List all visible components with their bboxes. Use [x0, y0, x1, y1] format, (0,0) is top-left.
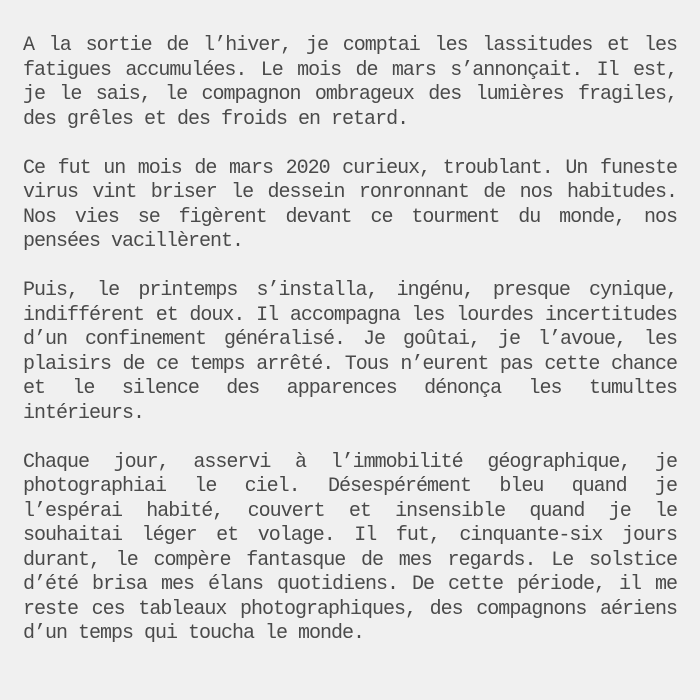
- text-body: [23, 34, 677, 647]
- paragraph-march-2020: Ce fut un mois de mars 2020 curieux, troublant. Un funeste virus vint briser le dessein ronronnant de nos habitudes. Nos vies se figèrent devant ce tourment du monde, nos pensées vacillèrent.: [23, 156, 677, 253]
- paragraph-winter: A la sortie de l’hiver, je comptai les lassitudes et les fatigues accumulées. Le mois de mars s’annonçait. Il est, je le sais, le compagnon ombrageux des lumières fragiles, des grêles et des froids en retard.: [23, 34, 677, 131]
- paragraph-spring: Puis, le printemps s’installa, ingénu, presque cynique, indifférent et doux. Il accompagna les lourdes incertitudes d’un confinement généralisé. Je goûtai, je l’avoue, les plaisirs de ce temps arrêté. Tous n’eurent pas cette chance et le silence des apparences dénonça les tumultes intérieurs.: [23, 279, 677, 425]
- paragraph-sky-photos: Chaque jour, asservi à l’immobilité géographique, je photographiai le ciel. Désespérément bleu quand je l’espérai habité, couvert et insensible quand je le souhaitai léger et volage. Il fut, cinquante-six jours durant, le compère fantasque de mes regards. Le solstice d’été brisa mes élans quotidiens. De cette période, il me reste ces tableaux photographiques, des compagnons aériens d’un temps qui toucha le monde.: [23, 450, 677, 645]
